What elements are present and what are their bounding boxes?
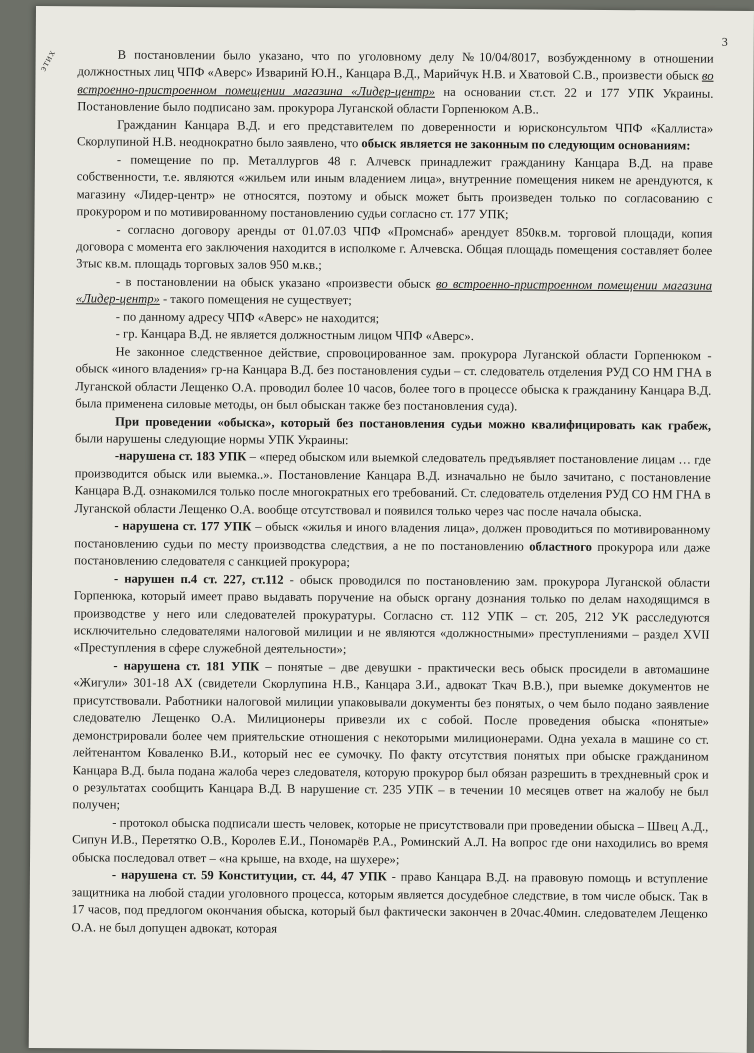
paragraph-p15 <box>72 867 708 941</box>
paragraph-p4-segment: - согласно договору аренды от 01.07.03 ЧПФ «Промснаб» арендует 850кв.м. торговой площади, копия договора с момента его заключения находится в исполкоме г. Алчевска. Общая площадь помещения составляет более 3тыс кв.м. площадь торговых залов 950 м.кв.; <box>76 222 713 273</box>
paragraph-p13 <box>72 657 709 819</box>
paragraph-p13-segment: – понятые – две девушки - практически весь обыск просидели в автомашине «Жигули» 301-18 АХ (свидетели Скорлупина Н.В., Канцара З.И., адвокат Ткач В.В.), при выемке документов не присутствовали. Работники налоговой милиции упаковывали документы без понятых, о чем было подано заявление следователю Лещенко О.А. Милиционеры привезли их с собой. После проведения обыска «понятые» демонстрировали более чем приятельские отношения с некоторыми милиционерами. Одна уехала в машине со ст. лейтенантом Коваленко В.И., который нес ее сумочку. По факту отсутствия понятых при обыске гражданином Канцара В.Д. была подана жалоба через следователя, которую прокурор был обязан разрешить в трехдневный срок и о результатах сообщить Канцара В.Д. В нарушение ст. 235 УПК – в течении 10 месяцев ответ на жалобу не был получен; <box>72 659 710 813</box>
paragraph-p11-segment: – обыск «жилья и иного владения лица», должен проводиться по мотивированному постановлению судьи по месту производства следствия, а не по постановлению <box>74 519 711 554</box>
paragraph-p15-segment: - право Канцара В.Д. на правовую помощь и вступление защитника на любой стадии уголовного процесса, которым является досудебное следствие, в том числе обыск. Так в 17 часов, под предлогом окончания обыска, который был фактически закончен в 20час.40мин. следователем Лещенко О.А. не был допущен адвокат, которая <box>71 869 708 936</box>
paragraph-p5-segment: - такого помещения не существует; <box>159 292 352 308</box>
paragraph-p10-segment: – «перед обыском или выемкой следователь предъявляет постановление лицам … где производится обыск или выемка..». Постановление Канцара В.Д. изначально не было зачитано, с постановление Канцара В.Д. ознакомился только после многократных его требований. Ст. следователь отделения РУД СО НМ ГНА в Луганской области Лещенко О.А. вообще отсутствовал и появился только через час после начала обыска. <box>74 449 711 520</box>
paragraph-p4 <box>76 221 712 278</box>
paragraph-p12-segment: - обыск проводился по постановлению зам. прокурора Луганской области Горпенюка, который имеет право выдавать поручение на обыск органу дознания только по делам находящимся в производстве у него или следователей прокуратуры. Согласно ст. 112 УПК – ст. 205, 212 УК расследуются исключительно следователями налоговой милиции и не являются «должностными» преступлениями – раздел XVII «Преступления в сфере служебной деятельности»; <box>73 572 711 657</box>
margin-note: этих <box>37 47 59 74</box>
paragraph-p14-segment: - протокол обыска подписали шесть человек, которые не присутствовали при проведении обыска – Швец А.Д., Сипун И.В., Перетятко О.В., Королев Е.И., Пономарёв Р.А., Роминский А.Л. На вопрос где они находились во время обыска последовал ответ – «на крыше, на входе, на шухере»; <box>72 815 709 867</box>
paragraph-p2-segment: Гражданин Канцара В.Д. и его представителем по доверенности и юрисконсультом ЧПФ «Каллиста» Скорлупиной Н.В. неоднократно было заявлено, что <box>77 117 714 151</box>
paragraph-p13-segment: - нарушена ст. 181 УПК <box>113 658 260 674</box>
paragraph-p11 <box>74 518 710 575</box>
paragraph-p10-segment: -нарушена ст. 183 УПК <box>114 448 247 464</box>
paragraph-p15-segment: - нарушена ст. 59 Конституции, ст. 44, 47 УПК <box>111 867 387 884</box>
paragraph-p2 <box>77 116 713 155</box>
paragraph-p5 <box>76 273 712 312</box>
paragraph-p6-segment: - по данному адресу ЧПФ «Аверс» не находится; <box>115 309 380 326</box>
document-page <box>29 6 754 1053</box>
paragraph-p8-segment: Не законное следственное действие, спровоцированное зам. прокурора Луганской области Горпенюком - обыск «иного владения» гр-на Канцара В.Д. без постановления судьи – ст. следователь отделения РУД СО НМ ГНА в Луганской области Лещенко О.А. проводил более 10 часов, более того в процессе обыска к гражданину Канцара В.Д. была применена силовые методы, он был обыскан также без постановления суда). <box>75 344 712 414</box>
paragraph-p5-segment: во встроенно-пристроенном помещении магазина «Лидер-центр» <box>75 276 713 307</box>
paragraph-p1 <box>77 46 713 120</box>
paragraph-p11-segment: прокурора или даже постановлению следователя с санкцией прокурора; <box>74 539 711 570</box>
paragraph-p10 <box>74 448 710 522</box>
paragraph-p1-segment: на основании ст.ст. 22 и 177 УПК Украины. Постановление было подписано зам. прокурора Луганской области Горпенюком А.В.. <box>77 84 714 117</box>
paragraph-p3-segment: - помещение по пр. Металлургов 48 г. Алчевск принадлежит гражданину Канцара В.Д. на праве собственности, т.е. являются «жильем или иным владением лица», внутренние помещения никем не арендуются, к магазину «Лидер-центр» не относятся, поэтому и обыск может быть произведен только по согласованию с прокурором и по мотивированному постановлению судьи согласно ст. 177 УПК; <box>76 152 713 222</box>
paragraph-p8 <box>75 343 711 417</box>
paragraph-p3 <box>77 151 713 225</box>
paragraph-p9-segment: При проведении «обыска», который без постановления судьи можно квалифицировать как грабеж, <box>115 414 712 433</box>
paragraph-p5-segment: - в постановлении на обыск указано «произвести обыск <box>116 274 437 291</box>
paragraph-p12-segment: - нарушен п.4 ст. 227, ст.112 <box>113 571 284 587</box>
paragraph-p11-segment: - нарушена ст. 177 УПК <box>114 518 252 534</box>
document-body <box>72 46 714 941</box>
paragraph-p12 <box>73 570 710 662</box>
paragraph-p1-segment: во встроенно-пристроенном помещении магазина «Лидер-центр» <box>77 69 714 99</box>
paragraph-p7-segment: - гр. Канцара В.Д. не является должностным лицом ЧПФ «Аверс». <box>115 326 474 344</box>
paragraph-p9 <box>75 413 711 452</box>
page-number: 3 <box>721 34 728 49</box>
paragraph-p9-segment: были нарушены следующие нормы УПК Украины: <box>74 431 349 448</box>
paragraph-p1-segment: В постановлении было указано, что по уголовному делу №10/04/8017, возбужденному в отношении должностных лиц ЧПФ «Аверс» Изваринй Ю.Н., Канцара В.Д., Марийчук Н.В. и Хватовой С.В., произвести обыск <box>77 47 714 84</box>
paragraph-p14 <box>72 814 708 871</box>
paragraph-p11-segment: областного <box>529 539 593 554</box>
paragraph-p2-segment: обыск является не законным по следующим основаниям: <box>361 136 691 153</box>
